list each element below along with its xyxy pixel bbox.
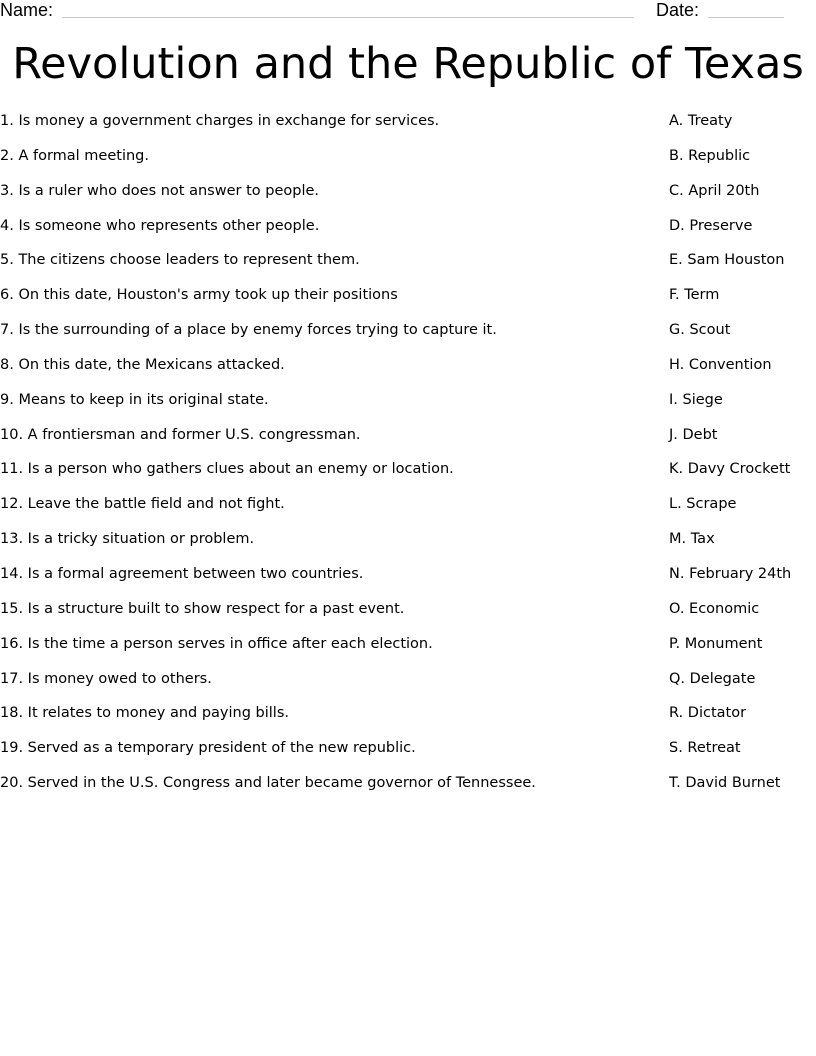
question-text: 18. It relates to money and paying bills.: [0, 705, 289, 722]
question-text: 20. Served in the U.S. Congress and later became governor of Tennessee.: [0, 775, 536, 792]
matching-list: [0, 111, 816, 808]
list-item: [0, 355, 816, 390]
question-text: 6. On this date, Houston's army took up their positions: [0, 287, 398, 304]
answer-choice: G. Scout: [669, 322, 731, 339]
page-title: Revolution and the Republic of Texas: [12, 39, 804, 89]
date-blank-line: [708, 17, 784, 18]
list-item: [0, 111, 816, 146]
question-text: 2. A formal meeting.: [0, 147, 149, 164]
list-item: [0, 564, 816, 599]
question-text: 19. Served as a temporary president of the new republic.: [0, 740, 416, 757]
answer-choice: R. Dictator: [669, 705, 747, 722]
list-item: [0, 773, 816, 808]
list-item: [0, 425, 816, 460]
answer-choice: S. Retreat: [669, 740, 741, 757]
list-item: [0, 669, 816, 704]
list-item: [0, 181, 816, 216]
list-item: [0, 738, 816, 773]
question-text: 14. Is a formal agreement between two countries.: [0, 565, 364, 582]
list-item: [0, 285, 816, 320]
question-text: 3. Is a ruler who does not answer to people.: [0, 182, 319, 199]
list-item: [0, 634, 816, 669]
list-item: [0, 703, 816, 738]
question-text: 9. Means to keep in its original state.: [0, 391, 269, 408]
question-text: 13. Is a tricky situation or problem.: [0, 531, 255, 548]
list-item: [0, 216, 816, 251]
answer-choice: L. Scrape: [669, 496, 737, 513]
question-text: 11. Is a person who gathers clues about an enemy or location.: [0, 461, 454, 478]
worksheet-header: [0, 0, 816, 24]
question-text: 1. Is money a government charges in exchange for services.: [0, 113, 440, 129]
answer-choice: Q. Delegate: [669, 670, 756, 687]
list-item: [0, 250, 816, 285]
question-text: 16. Is the time a person serves in office after each election.: [0, 635, 433, 652]
question-text: 15. Is a structure built to show respect for a past event.: [0, 600, 405, 617]
name-blank-line: [62, 17, 634, 18]
date-label: Date:: [656, 0, 700, 20]
name-label: Name:: [0, 0, 54, 20]
question-text: 10. A frontiersman and former U.S. congressman.: [0, 426, 361, 443]
question-text: 5. The citizens choose leaders to represent them.: [0, 252, 360, 269]
answer-choice: F. Term: [669, 287, 720, 304]
list-item: [0, 494, 816, 529]
list-item: [0, 390, 816, 425]
answer-choice: P. Monument: [669, 635, 763, 652]
answer-choice: N. February 24th: [669, 565, 792, 582]
question-text: 8. On this date, the Mexicans attacked.: [0, 356, 285, 373]
list-item: [0, 320, 816, 355]
answer-choice: I. Siege: [669, 391, 723, 408]
answer-choice: K. Davy Crockett: [669, 461, 791, 478]
answer-choice: J. Debt: [669, 426, 718, 443]
answer-choice: T. David Burnet: [669, 775, 781, 792]
question-text: 12. Leave the battle field and not fight.: [0, 496, 285, 513]
answer-choice: D. Preserve: [669, 217, 753, 234]
list-item: [0, 599, 816, 634]
answer-choice: C. April 20th: [669, 182, 760, 199]
answer-choice: A. Treaty: [669, 113, 733, 129]
answer-choice: E. Sam Houston: [669, 252, 785, 269]
answer-choice: H. Convention: [669, 356, 772, 373]
question-text: 17. Is money owed to others.: [0, 670, 212, 687]
answer-choice: M. Tax: [669, 531, 715, 548]
list-item: [0, 146, 816, 181]
answer-choice: B. Republic: [669, 147, 751, 164]
question-text: 7. Is the surrounding of a place by enemy forces trying to capture it.: [0, 322, 497, 339]
list-item: [0, 529, 816, 564]
list-item: [0, 459, 816, 494]
question-text: 4. Is someone who represents other people.: [0, 217, 320, 234]
answer-choice: O. Economic: [669, 600, 760, 617]
